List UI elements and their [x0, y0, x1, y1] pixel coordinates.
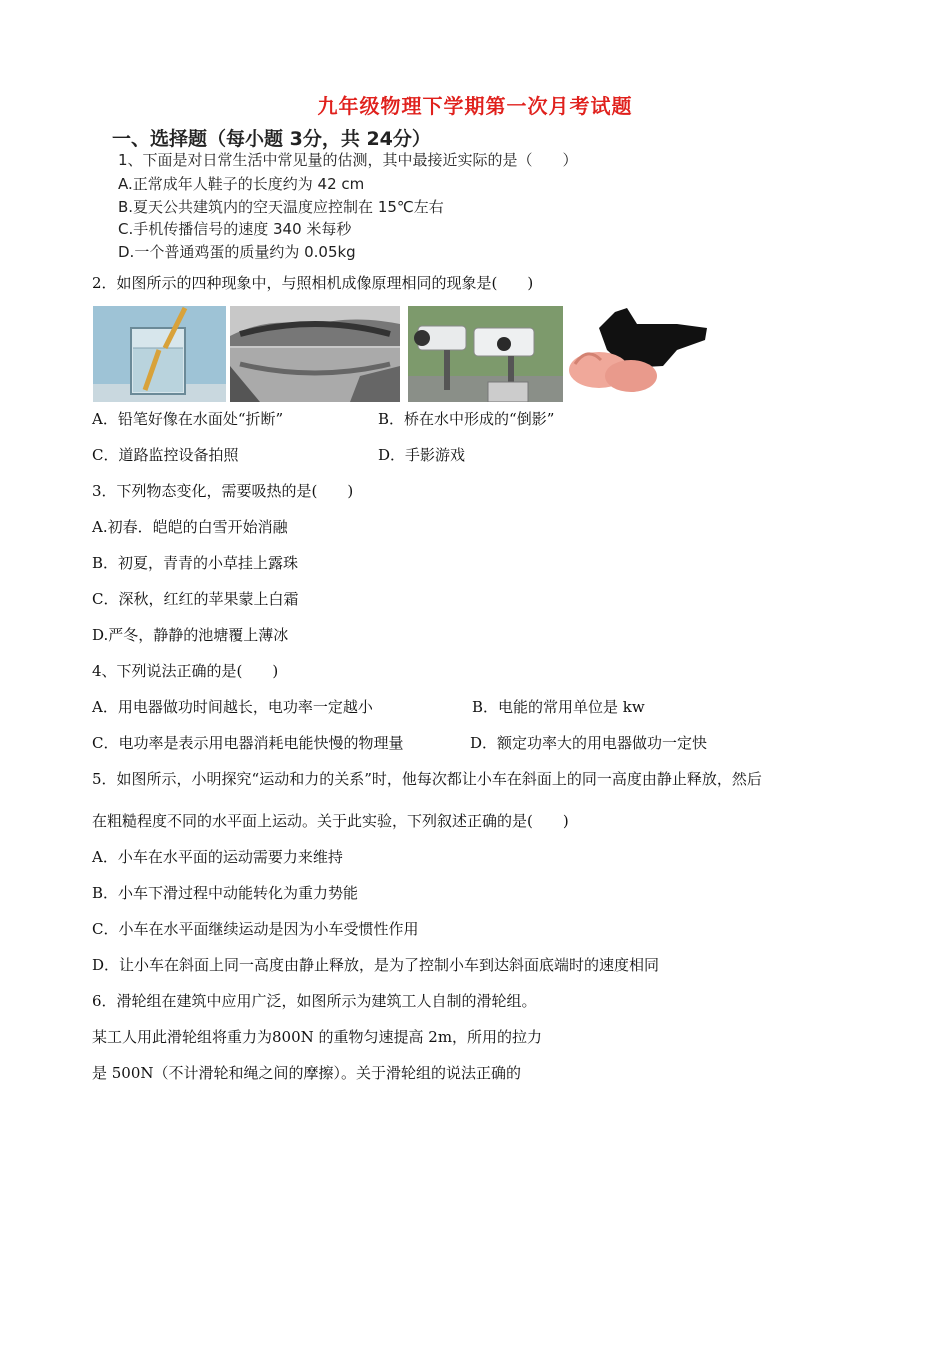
- q1-option-a: A.正常成年人鞋子的长度约为 42 cm: [118, 175, 365, 193]
- q4-option-d: D．额定功率大的用电器做功一定快: [470, 734, 708, 752]
- q2-option-c: C．道路监控设备拍照: [92, 446, 239, 464]
- q2-option-d: D．手影游戏: [378, 446, 466, 464]
- q5-option-a: A．小车在水平面的运动需要力来维持: [92, 848, 343, 866]
- q1-stem: 1、下面是对日常生活中常见量的估测，其中最接近实际的是（ ）: [118, 151, 578, 169]
- q2-option-b: B．桥在水中形成的“倒影”: [378, 410, 555, 428]
- q3-option-c: C．深秋，红红的苹果蒙上白霜: [92, 590, 299, 608]
- q4-option-c: C．电功率是表示用电器消耗电能快慢的物理量: [92, 734, 404, 752]
- hand-shadow-image: [567, 306, 712, 402]
- q5-stem-line1: 5．如图所示，小明探究“运动和力的关系”时，他每次都让小车在斜面上的同一高度由静止释放，然后: [92, 770, 762, 788]
- q5-stem-line2: 在粗糙程度不同的水平面上运动。关于此实验，下列叙述正确的是( ): [92, 812, 569, 830]
- q5-option-b: B．小车下滑过程中动能转化为重力势能: [92, 884, 359, 902]
- q3-option-b: B．初夏，青青的小草挂上露珠: [92, 554, 299, 572]
- page-title: 九年级物理下学期第一次月考试题: [317, 94, 633, 118]
- q2-stem: 2．如图所示的四种现象中，与照相机成像原理相同的现象是( ): [92, 274, 534, 292]
- q5-option-d: D．让小车在斜面上同一高度由静止释放，是为了控制小车到达斜面底端时的速度相同: [92, 956, 660, 974]
- q4-stem: 4、下列说法正确的是( ): [92, 662, 279, 680]
- surveillance-camera-image: [408, 306, 563, 402]
- q1-option-d: D.一个普通鸡蛋的质量约为 0.05kg: [118, 243, 356, 261]
- q6-line1: 6．滑轮组在建筑中应用广泛，如图所示为建筑工人自制的滑轮组。: [92, 992, 537, 1010]
- q1-option-b: B.夏天公共建筑内的空天温度应控制在 15℃左右: [118, 198, 444, 216]
- pencil-in-water-image: [93, 306, 226, 402]
- q3-stem: 3．下列物态变化，需要吸热的是( ): [92, 482, 354, 500]
- q6-line3: 是 500N（不计滑轮和绳之间的摩擦）。关于滑轮组的说法正确的: [92, 1064, 522, 1082]
- section-heading: 一、选择题（每小题 3分，共 24分）: [112, 128, 431, 150]
- q4-option-a: A．用电器做功时间越长，电功率一定越小: [92, 698, 373, 716]
- q2-option-a: A．铅笔好像在水面处“折断”: [92, 410, 284, 428]
- q4-option-b: B．电能的常用单位是 kw: [472, 698, 645, 716]
- q1-option-c: C.手机传播信号的速度 340 米每秒: [118, 220, 352, 238]
- q6-line2: 某工人用此滑轮组将重力为800N 的重物匀速提高 2m，所用的拉力: [92, 1028, 543, 1046]
- q3-option-a: A.初春．皑皑的白雪开始消融: [92, 518, 288, 536]
- q5-option-c: C．小车在水平面继续运动是因为小车受惯性作用: [92, 920, 419, 938]
- q3-option-d: D.严冬，静静的池塘覆上薄冰: [92, 626, 289, 644]
- bridge-reflection-image: [230, 306, 400, 402]
